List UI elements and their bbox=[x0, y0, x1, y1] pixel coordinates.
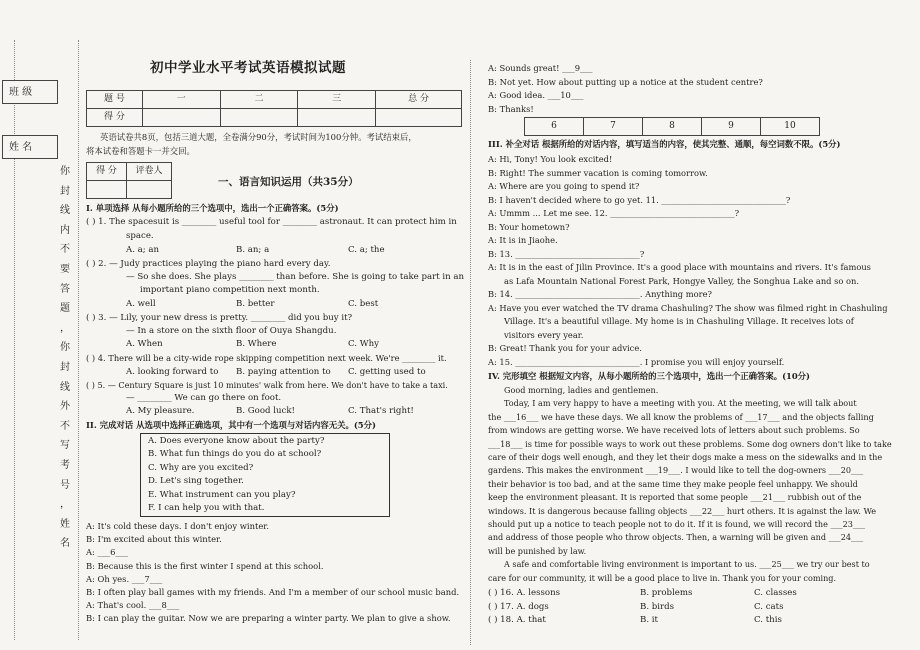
q2-stem-2: — So she does. She plays ________ than before. She is going to take part in an bbox=[126, 272, 465, 282]
dialogue-line: as Lafa Mountain National Forest Park, Hongye Valley, the Songhua Lake and so on. bbox=[504, 275, 859, 286]
cloze-option-a[interactable]: ( ) 17. A. dogs bbox=[488, 601, 549, 612]
dialogue-line: B: I often play ball games with my friends. And I'm a member of our school music band. bbox=[86, 587, 460, 597]
section-one-title: 一、语言知识运用（共35分） bbox=[218, 176, 359, 188]
binding-notice-char: 题 bbox=[60, 303, 70, 315]
intro-line-1: 英语试卷共8页，包括三道大题，全卷满分90分，考试时间为100分钟。考试结束后， bbox=[100, 132, 417, 142]
dialogue-line: Village. It's a beautiful village. My home is in Chashuling Village. It receives lots of bbox=[504, 316, 854, 326]
binding-notice-char: 不 bbox=[60, 420, 70, 432]
part2-option: C. Why are you excited? bbox=[148, 462, 254, 473]
binding-notice-char: 名 bbox=[60, 538, 70, 550]
passage-line: ___18___ is time for possible ways to work out these problems. Some dog owners don't like to take bbox=[488, 438, 892, 449]
binding-notice-char: 外 bbox=[60, 401, 70, 413]
q5-option-b[interactable]: B. Good luck! bbox=[236, 406, 295, 416]
binding-notice-char: 内 bbox=[60, 224, 70, 236]
q3-stem-2: — In a store on the sixth floor of Ouya Shangdu. bbox=[126, 326, 337, 336]
q3-option-c[interactable]: C. Why bbox=[348, 339, 379, 349]
grader-name-label: 评卷人 bbox=[127, 163, 172, 181]
score-head-total: 总 分 bbox=[376, 91, 462, 109]
dialogue-line: B: 13. ______________________________? bbox=[488, 248, 645, 259]
binding-notice-char: 你 bbox=[60, 166, 70, 177]
q1-option-c[interactable]: C. a; the bbox=[348, 245, 385, 255]
part2-option: D. Let's sing together. bbox=[148, 476, 244, 487]
q1-stem-2: space. bbox=[126, 231, 154, 241]
name-label: 姓 名 bbox=[9, 142, 33, 153]
dialogue-line: B: Your hometown? bbox=[488, 221, 570, 232]
binding-notice-char: 考 bbox=[60, 460, 70, 471]
q2-option-c[interactable]: C. best bbox=[348, 299, 379, 309]
binding-notice-char: 线 bbox=[60, 381, 70, 393]
exam-title: 初中学业水平考试英语模拟试题 bbox=[150, 60, 346, 76]
score-row-label: 得 分 bbox=[87, 109, 143, 127]
score-cell[interactable] bbox=[376, 109, 462, 127]
q1-option-a[interactable]: A. a; an bbox=[126, 245, 160, 255]
dialogue-line: B: I can play the guitar. Now we are preparing a winter party. We plan to give a show. bbox=[86, 613, 451, 624]
passage-line: should put up a notice to teach people not to do it. If it is found, we will record the ___23___ bbox=[488, 519, 866, 529]
passage-line: Today, I am very happy to have a meeting with you. At the meeting, we will talk about bbox=[504, 398, 857, 409]
score-cell[interactable] bbox=[142, 109, 220, 127]
dialogue-line: A: ___6___ bbox=[86, 547, 128, 558]
dialogue-line: B: I haven't decided where to go yet. 11. ______________________________? bbox=[488, 194, 791, 205]
grader-score-label: 得 分 bbox=[87, 163, 127, 181]
dialogue-line: B: Not yet. How about putting up a notice at the student centre? bbox=[488, 76, 763, 87]
dialogue-line: A: 15. ______________________________. I promise you will enjoy yourself. bbox=[488, 356, 785, 367]
dialogue-line: A: It is in the east of Jilin Province. It's a good place with mountains and rivers. It's famous bbox=[488, 262, 871, 272]
dialogue-line: B: Because this is the first winter I spend at this school. bbox=[86, 560, 324, 571]
score-head-label: 题 号 bbox=[87, 91, 143, 109]
binding-notice-char: 封 bbox=[60, 185, 70, 197]
answer-box-7[interactable]: 7 bbox=[584, 118, 643, 136]
dialogue-line: A: Hi, Tony! You look excited! bbox=[488, 154, 613, 164]
passage-line: Good morning, ladies and gentlemen. bbox=[504, 385, 659, 395]
q4-stem: ( ) 4. There will be a city-wide rope skipping competition next week. We're ________ it. bbox=[86, 353, 447, 363]
cloze-option-b[interactable]: B. it bbox=[640, 615, 658, 625]
passage-line: will be punished by law. bbox=[488, 545, 587, 556]
q3-stem: ( ) 3. — Lily, your new dress is pretty. ________ did you buy it? bbox=[86, 313, 353, 323]
passage-line: from windows are getting worse. We have received lots of letters about such problems. So bbox=[488, 425, 860, 436]
binding-notice-char: ， bbox=[60, 322, 70, 334]
class-label: 班 级 bbox=[9, 87, 33, 98]
answer-box-6[interactable]: 6 bbox=[525, 118, 584, 136]
binding-notice-char: 姓 bbox=[60, 518, 70, 530]
binding-notice-char: 封 bbox=[60, 362, 70, 373]
answer-box-9[interactable]: 9 bbox=[702, 118, 761, 136]
q2-stem: ( ) 2. — Judy practices playing the piano hard every day. bbox=[86, 259, 331, 269]
cloze-option-b[interactable]: B. birds bbox=[640, 601, 675, 612]
q3-option-a[interactable]: A. When bbox=[126, 339, 163, 349]
dialogue-line: A: Have you ever watched the TV drama Chashuling? The show was filmed right in Chashuling bbox=[488, 302, 888, 313]
q4-option-c[interactable]: C. getting used to bbox=[348, 367, 426, 377]
passage-line: A safe and comfortable living environment is important to us. ___25___ we try our best to bbox=[504, 559, 870, 570]
q1-stem: ( ) 1. The spacesuit is ________ useful tool for ________ astronaut. It can protect him in bbox=[86, 217, 457, 227]
binding-line-outer bbox=[14, 40, 15, 640]
dialogue-line: B: Great! Thank you for your advice. bbox=[488, 343, 642, 353]
passage-line: gardens. This makes the environment ___19___. I would like to tell the dog-owners ___20___ bbox=[488, 465, 864, 476]
part2-option: A. Does everyone know about the party? bbox=[148, 436, 325, 446]
q2-option-a[interactable]: A. well bbox=[126, 299, 156, 309]
part2-heading: II. 完成对话 从选项中选择正确选项，其中有一个选项与对话内容无关。(5分) bbox=[86, 420, 376, 430]
cloze-option-c[interactable]: C. this bbox=[754, 615, 782, 625]
cloze-option-a[interactable]: ( ) 16. A. lessons bbox=[488, 588, 561, 598]
dialogue-line: A: Good idea. ___10___ bbox=[488, 90, 584, 100]
binding-notice-char: 不 bbox=[60, 244, 70, 256]
cloze-option-a[interactable]: ( ) 18. A. that bbox=[488, 615, 546, 625]
dialogue-line: B: Right! The summer vacation is coming tomorrow. bbox=[488, 167, 708, 178]
q4-option-b[interactable]: B. paying attention to bbox=[236, 367, 331, 377]
cloze-option-b[interactable]: B. problems bbox=[640, 588, 693, 598]
class-box bbox=[2, 80, 58, 104]
binding-notice-char: 写 bbox=[60, 440, 70, 452]
score-table bbox=[86, 90, 462, 127]
binding-notice-char: 号 bbox=[60, 479, 70, 491]
part2-option: B. What fun things do you do at school? bbox=[148, 449, 322, 460]
dialogue-line: A: Sounds great! ___9___ bbox=[488, 63, 593, 73]
score-head-2: 二 bbox=[220, 91, 298, 109]
dialogue-line: A: Ummm ... Let me see. 12. ______________________________? bbox=[488, 208, 740, 218]
answer-box-10[interactable]: 10 bbox=[761, 118, 820, 136]
score-cell[interactable] bbox=[220, 109, 298, 127]
score-cell[interactable] bbox=[298, 109, 376, 127]
score-head-3: 三 bbox=[298, 91, 376, 109]
part2-option: F. I can help you with that. bbox=[148, 503, 265, 513]
binding-notice-char: 线 bbox=[60, 205, 70, 217]
q5-stem: ( ) 5. — Century Square is just 10 minutes' walk from here. We don't have to take a taxi. bbox=[86, 380, 448, 390]
cloze-option-c[interactable]: C. classes bbox=[754, 588, 797, 598]
grader-score-cell[interactable] bbox=[87, 181, 127, 199]
part2-option: E. What instrument can you play? bbox=[148, 489, 296, 500]
part1-heading: I. 单项选择 从每小题所给的三个选项中，选出一个正确答案。(5分) bbox=[86, 203, 339, 213]
q1-option-b[interactable]: B. an; a bbox=[236, 245, 270, 255]
passage-line: keep the environment pleasant. It is reported that some people ___21___ rubbish out of the bbox=[488, 492, 862, 503]
answer-box-table bbox=[524, 117, 820, 136]
grader-name-cell[interactable] bbox=[127, 181, 172, 199]
q3-option-b[interactable]: B. Where bbox=[236, 339, 277, 349]
column-divider bbox=[470, 60, 471, 645]
passage-line: windows. It is dangerous because falling objects ___22___ hurt others. It is against the law. We bbox=[488, 505, 877, 516]
dialogue-line: A: Oh yes. ___7___ bbox=[86, 573, 163, 584]
dialogue-line: A: That's cool. ___8___ bbox=[86, 600, 180, 611]
q2-option-b[interactable]: B. better bbox=[236, 299, 275, 309]
q5-option-c[interactable]: C. That's right! bbox=[348, 406, 414, 416]
q2-stem-3: important piano competition next month. bbox=[140, 285, 320, 295]
dialogue-line: B: Thanks! bbox=[488, 103, 534, 114]
q4-option-a[interactable]: A. looking forward to bbox=[126, 367, 219, 377]
dialogue-line: visitors every year. bbox=[504, 329, 584, 340]
dialogue-line: B: 14. ______________________________. Anything more? bbox=[488, 289, 712, 299]
part3-heading: III. 补全对话 根据所给的对话内容，填写适当的内容，使其完整、通顺，每空词数不限。(5分) bbox=[488, 139, 841, 149]
dialogue-line: B: I'm excited about this winter. bbox=[86, 534, 222, 545]
score-head-1: 一 bbox=[142, 91, 220, 109]
passage-line: and address of those people who throw objects. Then, a warning will be given and ___24___ bbox=[488, 532, 864, 543]
part4-heading: IV. 完形填空 根据短文内容，从每小题所给的三个选项中，选出一个正确答案。(10分) bbox=[488, 371, 811, 381]
intro-line-2: 将本试卷和答题卡一并交回。 bbox=[86, 146, 195, 156]
dialogue-line: A: It's cold these days. I don't enjoy winter. bbox=[86, 521, 270, 531]
dialogue-line: A: Where are you going to spend it? bbox=[488, 181, 640, 191]
dialogue-line: A: It is in Jiaohe. bbox=[488, 235, 558, 245]
answer-box-8[interactable]: 8 bbox=[643, 118, 702, 136]
q5-stem-2: — ________ We can go there on foot. bbox=[126, 393, 282, 403]
passage-line: care of their dogs well enough, and they let their dogs make a mess on the sidewalks and in the bbox=[488, 452, 883, 462]
passage-line: care for our community, it will be a good place to live in. Thank you for your coming. bbox=[488, 572, 837, 583]
name-box bbox=[2, 135, 58, 159]
binding-notice-char: ， bbox=[60, 499, 70, 511]
passage-line: the ___16___ we have these days. We all know the problems of ___17___ and the objects falling bbox=[488, 411, 874, 422]
binding-notice-char: 你 bbox=[60, 342, 70, 354]
binding-notice-char: 要 bbox=[60, 264, 70, 275]
cloze-option-c[interactable]: C. cats bbox=[754, 601, 784, 612]
binding-line-inner bbox=[78, 40, 79, 640]
passage-line: their behavior is too bad, and at the same time they make people feel unhappy. We should bbox=[488, 478, 858, 489]
grader-table bbox=[86, 162, 172, 199]
q5-option-a[interactable]: A. My pleasure. bbox=[126, 406, 195, 416]
binding-notice-char: 答 bbox=[60, 283, 70, 295]
